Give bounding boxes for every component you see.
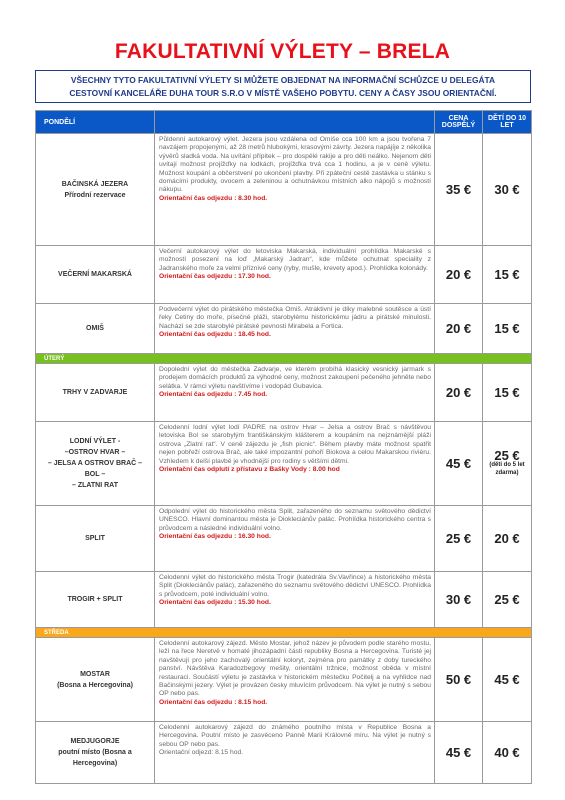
adult-price: 20 € xyxy=(435,304,483,354)
child-price: 20 € xyxy=(483,506,532,572)
trip-description-cell xyxy=(155,638,435,722)
trip-description-cell xyxy=(155,506,435,572)
departure-time: Orientační čas odjezdu : 7.45 hod. xyxy=(159,391,268,399)
child-price: 25 € xyxy=(494,448,520,463)
day-label-wednesday: STŘEDA xyxy=(36,628,532,638)
day-separator-wednesday xyxy=(36,628,532,638)
trip-row xyxy=(36,722,532,784)
trip-row xyxy=(36,246,532,304)
departure-time: Orientační čas odjezdu : 18.45 hod. xyxy=(159,331,271,339)
departure-time: Orientační odjezd: 8.15 hod. xyxy=(159,749,244,757)
trip-name xyxy=(36,506,155,572)
trip-description: Večerní autokarový výlet do letoviska Makarská, individuální prohlídka Makarské s možností posezení na loď „Makarský Jadran“, kde můžete ochutnat speciality z Jadranského moře za velmi příznivé ceny (ryby, mušle, krevety apod.). Prohlídka kolonády. xyxy=(159,248,431,272)
child-price: 15 € xyxy=(483,304,532,354)
departure-time: Orientační čas odjezdu : 15.30 hod. xyxy=(159,599,271,607)
trip-row xyxy=(36,364,532,422)
trip-row xyxy=(36,572,532,628)
trip-name-line: MEDJUGORJE xyxy=(70,738,120,745)
day-header-monday: PONDĚLÍ xyxy=(36,111,155,134)
trip-name-line: (Bosna a Hercegovina) xyxy=(57,681,133,689)
trip-row xyxy=(36,638,532,722)
page-title: FAKULTATIVNÍ VÝLETY – BRELA xyxy=(114,40,451,63)
trip-name-line: MOSTAR xyxy=(80,670,110,678)
child-price: 15 € xyxy=(483,364,532,422)
trip-description-cell xyxy=(155,572,435,628)
trip-name xyxy=(36,722,155,784)
departure-time: Orientační čas odjezdu : 16.30 hod. xyxy=(159,533,271,541)
trip-name-line: Přírodní rezervace xyxy=(64,191,126,199)
table-header xyxy=(36,111,532,134)
trip-name-line: VEČERNÍ MAKARSKÁ xyxy=(58,271,132,278)
child-price-header: DĚTÍ DO 10 LET xyxy=(483,111,532,134)
departure-time: Orientační čas odjezdu : 8.30 hod. xyxy=(159,194,268,202)
notice-line-1: VŠECHNY TYTO FAKULTATIVNÍ VÝLETY SI MŮŽETE OBJEDNAT NA INFORMAČNÍ SCHŮZCE U DELEGÁTA xyxy=(70,75,496,85)
trip-description: Celodenní výlet do historického města Trogir (katedrála Sv.Vavřince) a historického města Split (Diokleciánův palác), zařazeného do seznamu světového dědictví UNESCO. Prohlídka s průvodcem, poté individuální volno. xyxy=(159,574,431,598)
trip-name xyxy=(36,638,155,722)
trip-row xyxy=(36,134,532,246)
trip-name-line: Hercegovina) xyxy=(72,760,118,767)
child-price: 15 € xyxy=(483,246,532,304)
trip-name-line: BOL – xyxy=(84,471,106,478)
trip-row xyxy=(36,506,532,572)
trip-description-cell xyxy=(155,246,435,304)
trip-name-line: poutní místo (Bosna a xyxy=(58,749,132,756)
trip-description-cell xyxy=(155,422,435,506)
trips-table xyxy=(35,110,532,784)
adult-price-header: CENA DOSPĚLÝ xyxy=(435,111,483,134)
day-separator-tuesday xyxy=(36,354,532,364)
adult-price: 45 € xyxy=(435,722,483,784)
trip-name-line: –OSTROV HVAR – xyxy=(64,449,126,456)
trip-description-cell xyxy=(155,304,435,354)
trip-name-line: TROGIR + SPLIT xyxy=(67,596,123,603)
trip-description: Odpolední výlet do historického města Split, zařazeného do seznamu světového dědictví UNESCO. Hlavní dominantou města je Diokleciánův palác. Prohlídka historického centra s průvodcem a následné individuální volno. xyxy=(159,508,431,532)
trip-name xyxy=(36,572,155,628)
day-label-tuesday: ÚTERÝ xyxy=(36,354,532,364)
adult-price: 20 € xyxy=(435,246,483,304)
child-price-cell xyxy=(483,422,532,506)
desc-header xyxy=(155,111,435,134)
child-price-note: (děti do 5 let zdarma) xyxy=(489,462,525,476)
trip-description: Podvečerní výlet do pirátského městečka Omiš. Atraktivní je díky malebné soutěsce a ústí řeky Cetiny do moře, písečné pláži, starobylému historickému jádru a pirátské minulosti. Nachází se zde starobylé pirátské pevnosti Mirabela a Fortica. xyxy=(159,306,431,330)
trip-name xyxy=(36,364,155,422)
trip-name-line: LODNÍ VÝLET - xyxy=(69,438,121,445)
trip-name xyxy=(36,422,155,506)
trip-description: Dopolední výlet do městečka Zadvarje, ve kterém probíhá klasický vesnický jarmark s prodejem domácích produktů za výhodné ceny, možnost zakoupení pečeného jehněte nebo selátka. V rámci výletu navštívíme i vodopád Gubavica. xyxy=(159,366,431,390)
trip-name xyxy=(36,304,155,354)
adult-price: 45 € xyxy=(435,422,483,506)
trip-name-line: BAČINSKÁ JEZERA xyxy=(61,180,129,188)
trip-name-line: – ZLATNI RAT xyxy=(71,482,118,489)
trip-description: Celodenní autokarový zájezd do známého poutního místa v Republice Bosna a Hercegovina. Poutní místo je zasvěceno Panně Marii Královně míru. Na výlet je nutný s sebou OP nebo pas. xyxy=(159,724,431,748)
trip-row xyxy=(36,422,532,506)
info-notice xyxy=(35,70,531,103)
departure-time: Orientační čas odplutí z přístavu z Bašky Vody : 8.00 hod xyxy=(159,466,340,474)
child-price: 45 € xyxy=(483,638,532,722)
adult-price: 20 € xyxy=(435,364,483,422)
trip-name-line: TRHY V ZADVARJE xyxy=(62,389,128,396)
child-price: 25 € xyxy=(483,572,532,628)
trip-name xyxy=(36,246,155,304)
trip-name-line: OMIŠ xyxy=(86,325,104,332)
notice-line-2: CESTOVNÍ KANCELÁŘE DUHA TOUR S.R.O V MÍSTĚ VAŠEHO POBYTU. CENY A ČASY JSOU ORIENTAČNÍ. xyxy=(69,88,497,98)
trip-name-line: SPLIT xyxy=(85,535,105,542)
trip-row xyxy=(36,304,532,354)
trip-description-cell xyxy=(155,364,435,422)
trip-description-cell xyxy=(155,722,435,784)
adult-price: 30 € xyxy=(435,572,483,628)
trip-description: Celodenní lodní výlet lodí PADRE na ostrov Hvar – Jelsa a ostrov Brač s návštěvou letoviska Bol se starobylým františkánským klášterem a koupáním na nejznámější pláži ostrova „Zlatni rat“. V ceně zájezdu je „fish picnic“. Během plavby máte možnost spatřit nejen pobřeží ostrova Brač, ale také impozantní pohoří Biokova a celou Makarskou riviéru. Vzhledem k delší plavbě je vhodnější pro rodiny s většími dětmi. xyxy=(159,424,431,465)
child-price: 40 € xyxy=(483,722,532,784)
trip-description: Půldenní autokarový výlet. Jezera jsou vzdálena od Omiše cca 100 km a jsou tvořena 7 navzájem propojenými, až 28 metrů hlubokými, krasovými závrty. Jezera napájíje z několika vývěrů sladká voda. Na uvítání přípitek – pro dospělé rakije a pro děti neálko. Nejenom děti uvítají možnost projížďky na lodkách, projížďka trvá cca 1 hodinu, a je v ceně výletu. Možnost koupání a občerstvení po ukončení plavby. Při zpáteční cestě zastávka u stánku s domácími produkty, ovocem a zeleninou a ochutnávkou místních alko nápojů s možností nákupu. xyxy=(159,136,431,194)
adult-price: 35 € xyxy=(435,134,483,246)
adult-price: 50 € xyxy=(435,638,483,722)
trip-description-cell xyxy=(155,134,435,246)
child-price: 30 € xyxy=(483,134,532,246)
trip-description: Celodenní autokarový zájezd. Město Mostar, jehož název je původem podle starého mostu, leží na řece Neretvě v homaté jihozápadní části republiky Bosna a Hercegovina. Turisté jej navštěvují pro jeho zachovalý orientální koloryt, zejména pro památky z doby tureckého panství. Návštěva Karadozbegovy mešity, orientální tržnice, možnost oběda v místní restauraci. Součástí výletu je zastávka v historickém městečku Počitelj a na vyhlídce nad Bačinskými jezery. Výlet je provázen česky mluvícím průvodcem. Na výlet je nutný s sebou OP nebo pas. xyxy=(159,640,431,698)
adult-price: 25 € xyxy=(435,506,483,572)
departure-time: Orientační čas odjezdu : 8.15 hod. xyxy=(159,698,268,706)
trip-name-line: – JELSA A OSTROV BRAČ – xyxy=(47,460,143,467)
trip-name xyxy=(36,134,155,246)
departure-time: Orientační čas odjezdu : 17.30 hod. xyxy=(159,273,271,281)
